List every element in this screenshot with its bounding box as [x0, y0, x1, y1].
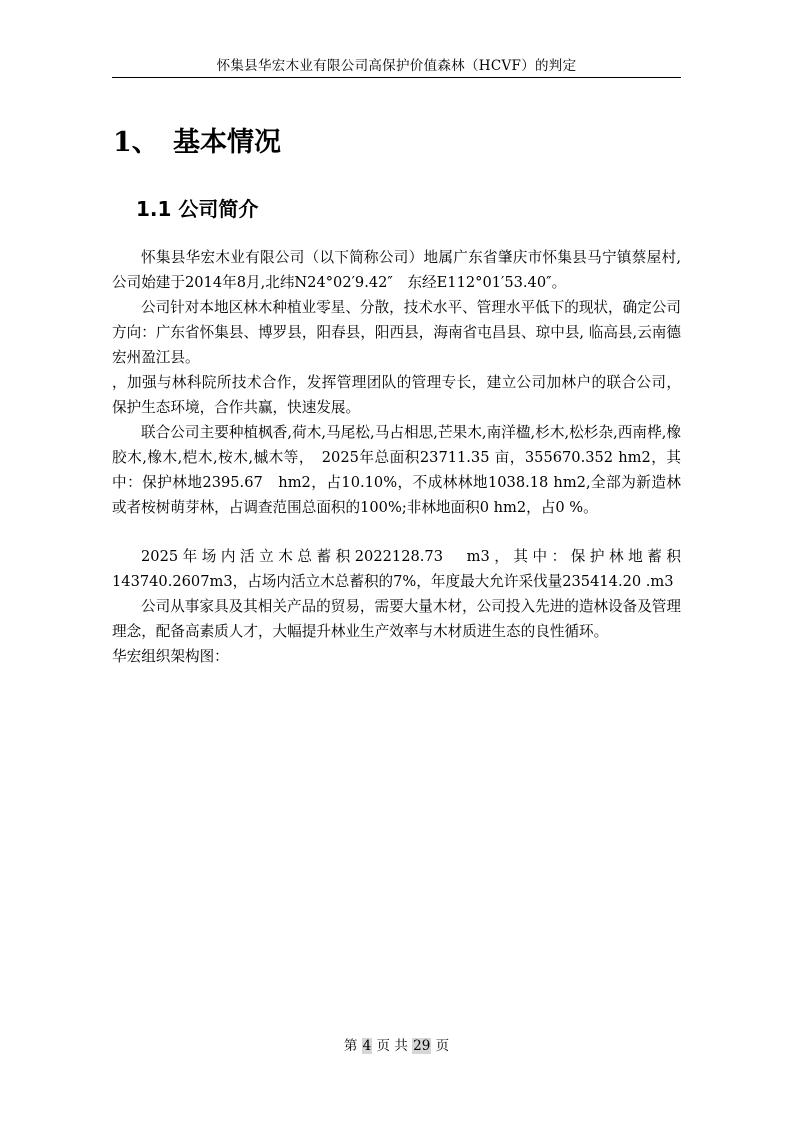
- footer-middle: 页 共: [376, 1038, 408, 1054]
- paragraph-gap: [112, 520, 681, 544]
- paragraph-area: 联合公司主要种植枫香,荷木,马尾松,马占相思,芒果木,南洋楹,杉木,松杉杂,西南桦,橡胶木,橡木,桤木,桉木,槭木等， 2025年总面积23711.35 亩，355670.352 hm2，其中：保护林地2395.67 hm2，占10.10%，不成林林地1038.18 hm2,全部为新造林或者桉树萌芽林，占调查范围总面积的100%;非林地面积0 hm2，占0 %。: [112, 424, 681, 516]
- section-number: 1、: [113, 127, 159, 158]
- footer-suffix: 页: [435, 1038, 450, 1054]
- total-page-count: 29: [413, 1038, 431, 1054]
- section-heading: [113, 120, 281, 159]
- section-title: 基本情况: [173, 127, 281, 158]
- current-page-number: 4: [362, 1038, 372, 1054]
- page-footer: [112, 1034, 681, 1054]
- page-header: 怀集县华宏木业有限公司高保护价值森林（HCVF）的判定: [216, 58, 577, 74]
- body-content: [112, 245, 681, 669]
- footer-prefix: 第: [343, 1038, 358, 1054]
- subsection-heading: 1.1 公司简介: [136, 197, 259, 221]
- header-divider: [112, 77, 681, 78]
- paragraph-org-chart-label: 华宏组织架构图：: [112, 648, 229, 665]
- paragraph-volume: 2025年场内活立木总蓄积2022128.73 m3，其中：保护林地蓄积143740.2607m3，占场内活立木总蓄积的7%，年度最大允许采伐量235414.20 .m3: [112, 548, 681, 590]
- paragraph-direction: 公司针对本地区林木种植业零星、分散，技术水平、管理水平低下的现状，确定公司方向：广东省怀集县、博罗县，阳春县，阳西县，海南省屯昌县、琼中县, 临高县,云南德宏州盈江县。: [112, 299, 681, 366]
- paragraph-trade: 公司从事家具及其相关产品的贸易，需要大量木材，公司投入先进的造林设备及管理理念，配备高素质人才，大幅提升林业生产效率与木材质进生态的良性循环。: [112, 598, 681, 640]
- paragraph-cooperation: ，加强与林科院所技术合作，发挥管理团队的管理专长，建立公司加林户的联合公司，保护生态环境，合作共赢，快速发展。: [112, 374, 681, 416]
- paragraph-location: 怀集县华宏木业有限公司（以下简称公司）地属广东省肇庆市怀集县马宁镇蔡屋村,公司始建于2014年8月,北纬N24°02′9.42″ 东经E112°01′53.40″。: [112, 249, 681, 291]
